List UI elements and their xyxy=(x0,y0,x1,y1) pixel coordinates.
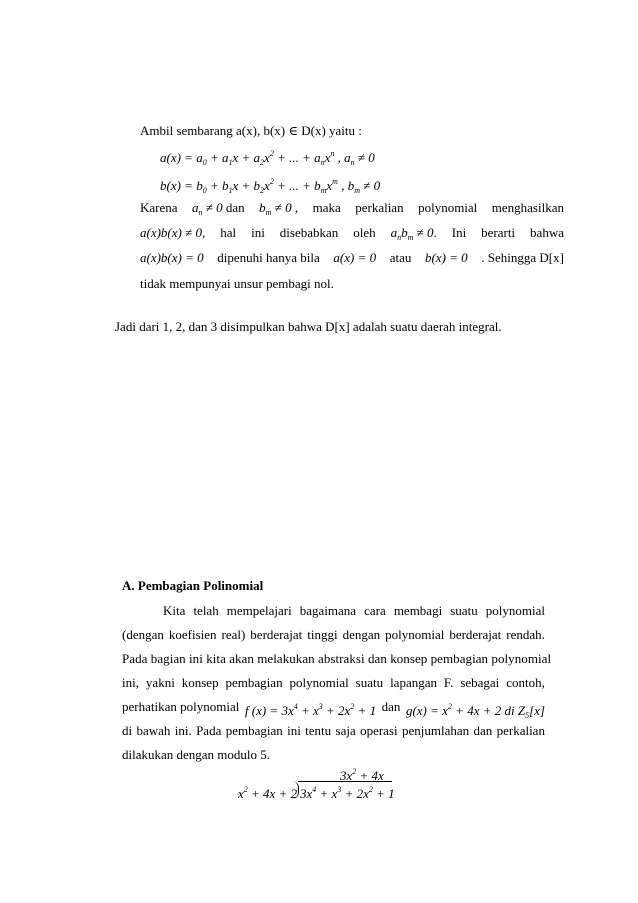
word: ini. xyxy=(174,723,192,738)
word: penjumlahan xyxy=(401,723,470,738)
paragraph-line-6 xyxy=(122,723,545,739)
conclusion-text: Jadi dari 1, 2, dan 3 disimpulkan bahwa D[x] adalah suatu daerah integral. xyxy=(115,319,502,334)
word: polynomial xyxy=(289,675,349,690)
g-polynomial: $g(x) = x^2 + 4x + 2$ di $Z_5[x]$ xyxy=(405,702,545,720)
word: operasi xyxy=(360,723,398,738)
word: dan xyxy=(473,723,493,738)
word: ini, xyxy=(122,675,139,690)
word: suatu xyxy=(450,603,478,618)
word: koefisien xyxy=(168,627,217,642)
word: real) xyxy=(221,627,246,642)
paragraph-line-3: Pada bagian ini kita akan melakukan abstraksi dan konsep pembagian polynomial xyxy=(122,651,552,666)
word: Kita xyxy=(163,603,186,618)
bm-neq-zero: $b_m \ne 0$ , xyxy=(259,200,299,217)
word: cara xyxy=(364,603,386,618)
word: perkalian xyxy=(496,723,545,738)
word: Pada xyxy=(196,723,222,738)
word: polynomial xyxy=(485,603,545,618)
word: lapangan xyxy=(390,675,437,690)
word: berderajat xyxy=(250,627,303,642)
ab-neq-zero: a(x)b(x) ≠ 0, xyxy=(140,225,206,240)
division-quotient: $3x^2 + 4x$ xyxy=(340,767,384,783)
word: yakni xyxy=(145,675,175,690)
word: mempelajari xyxy=(226,603,292,618)
karena-line: Karena $a_n \ne 0$ dan $b_m \ne 0$ , maka perkalian polynomial menghasilkan xyxy=(140,200,564,221)
word: berderajat xyxy=(449,627,502,642)
word: di xyxy=(122,723,133,738)
word: konsep xyxy=(181,675,219,690)
word: (dengan xyxy=(122,627,164,642)
equation-a: $a(x) = a_0 + a_1x + a_2x^2$ + ... + $a_nx^n$ , $a_n \ne 0$ xyxy=(160,149,375,167)
anbm-neq-zero: $a_nb_m \ne 0$. xyxy=(390,225,437,242)
word: telah xyxy=(193,603,219,618)
word: suatu xyxy=(355,675,384,690)
section-heading: A. Pembagian Polinomial xyxy=(122,578,264,593)
word: tinggi xyxy=(307,627,338,642)
word: F. xyxy=(443,675,454,690)
an-neq-zero: $a_n \ne 0$ dan xyxy=(192,200,245,217)
word: pembagian xyxy=(225,723,283,738)
word: membagi xyxy=(393,603,443,618)
no-zero-divisor-text: tidak mempunyai unsur pembagi nol. xyxy=(140,276,334,291)
word: contoh, xyxy=(506,675,545,690)
paragraph-line-1 xyxy=(163,603,545,619)
paragraph-line-7: dilakukan dengan modulo 5. xyxy=(122,747,271,762)
word: saja xyxy=(335,723,356,738)
division-dividend: $3x^4 + x^3 + 2x^2 + 1$ xyxy=(300,785,395,801)
word: sebagai xyxy=(460,675,500,690)
word: pembagian xyxy=(225,675,283,690)
word: bagaimana xyxy=(299,603,357,618)
equation-b: $b(x) = b_0 + b_1x + b_2x^2$ + ... + $b_mx^m$ , $b_m \ne 0$ xyxy=(160,177,381,195)
f-polynomial: f $(x) = 3x^4 + x^3 + 2x^2 + 1$ xyxy=(244,702,377,718)
word: dengan xyxy=(342,627,381,642)
product-line: a(x)b(x) ≠ 0, hal ini disebabkan oleh $a_nb_m \ne 0$. Ini berarti bahwa xyxy=(140,225,564,246)
word: rendah. xyxy=(506,627,545,642)
paragraph-line-2 xyxy=(122,627,545,643)
word: tentu xyxy=(305,723,332,738)
division-divisor: $x^2 + 4x + 2$ xyxy=(238,785,298,801)
intro-text: Ambil sembarang a(x), b(x) ∈ D(x) yaitu : xyxy=(140,123,362,138)
paragraph-line-4 xyxy=(122,675,545,691)
paragraph-line-5: perhatikan polynomial f $(x) = 3x^4 + x^3 + 2x^2 + 1$ dan $g(x) = x^2 + 4x + 2$ di $Z_5[x]$ xyxy=(122,699,545,724)
word: bawah xyxy=(136,723,171,738)
word: polynomial xyxy=(385,627,445,642)
condition-line: a(x)b(x) = 0 dipenuhi hanya bila a(x) = 0 atau b(x) = 0 . Sehingga D[x] xyxy=(140,250,564,265)
word: ini xyxy=(287,723,301,738)
